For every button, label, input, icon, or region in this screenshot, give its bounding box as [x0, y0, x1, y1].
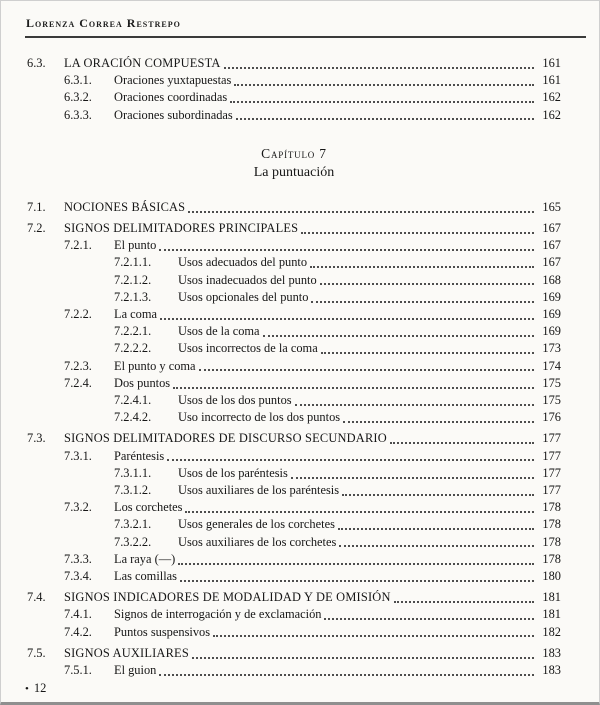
toc-entry-number: 6.3.2. [64, 90, 92, 105]
toc-row [27, 448, 561, 465]
toc-row [27, 107, 561, 124]
toc-entry-label: La raya (—) [114, 551, 176, 566]
toc-dotted-leader [164, 448, 537, 465]
toc-entry-page: 167 [542, 238, 561, 253]
toc-row [27, 516, 561, 533]
chapter-heading [27, 146, 561, 181]
toc-entry-page: 181 [542, 590, 561, 605]
toc-entry-label: Oraciones coordinadas [114, 90, 228, 105]
toc-dotted-leader [196, 358, 537, 375]
toc-row [27, 482, 561, 499]
toc-entry-page: 169 [542, 289, 561, 304]
toc-entry-number: 7.2. [27, 221, 46, 236]
toc-entry-number: 7.2.2. [64, 307, 92, 322]
toc-entry-label: SIGNOS AUXILIARES [64, 645, 189, 660]
toc-entry-label: Usos incorrectos de la coma [178, 341, 318, 356]
toc-entry-page: 177 [542, 448, 561, 463]
toc-dotted-leader [233, 107, 537, 124]
toc-entry-page: 177 [542, 483, 561, 498]
toc-entry-number: 7.4. [27, 590, 46, 605]
toc-row [27, 465, 561, 482]
toc-dotted-leader [340, 409, 537, 426]
toc-entry-page: 183 [542, 663, 561, 678]
toc-row [27, 662, 561, 679]
toc-entry-number: 7.4.1. [64, 607, 92, 622]
toc-row [27, 72, 561, 89]
toc-entry-number: 6.3. [27, 56, 46, 70]
toc-entry-number: 7.2.1.3. [114, 289, 152, 304]
toc-entry-label: El punto [114, 238, 157, 253]
toc-entry-page: 169 [542, 307, 561, 322]
toc-entry-label: Usos auxiliares de los corchetes [178, 534, 337, 549]
toc-entry-label: LA ORACIÓN COMPUESTA [64, 56, 221, 70]
toc-entry-page: 162 [542, 90, 561, 105]
toc-row [27, 306, 561, 323]
chapter-title: La puntuación [253, 164, 335, 180]
toc-dotted-leader [177, 568, 537, 585]
toc-entry-label: SIGNOS INDICADORES DE MODALIDAD Y DE OMISIÓN [64, 590, 391, 605]
toc-entry-page: 167 [542, 255, 561, 270]
toc-entry-number: 7.2.2.1. [114, 324, 152, 339]
toc-entry-page: 175 [542, 393, 561, 408]
toc-row [27, 551, 561, 568]
toc-entry-label: Usos de los paréntesis [178, 465, 288, 480]
toc-entry-number: 6.3.3. [64, 107, 92, 122]
toc-entry-page: 178 [542, 500, 561, 515]
toc-entry-label: Usos adecuados del punto [178, 255, 308, 270]
toc-entry-number: 7.2.2.2. [114, 341, 152, 356]
toc-entry-label: Usos opcionales del punto [178, 289, 309, 304]
toc-entry-number: 7.2.4.1. [114, 393, 152, 408]
toc-entry-page: 177 [542, 431, 561, 446]
toc-row [27, 589, 561, 606]
toc-entry-label: SIGNOS DELIMITADORES DE DISCURSO SECUNDARIO [64, 431, 387, 446]
toc-entry-page: 167 [542, 221, 561, 236]
toc-entry-number: 7.2.1.2. [114, 272, 152, 287]
toc-entry-label: SIGNOS DELIMITADORES PRINCIPALES [64, 221, 299, 236]
toc-entry-number: 7.1. [27, 199, 46, 214]
toc-row [27, 340, 561, 357]
toc-dotted-leader [157, 306, 537, 323]
toc-entry-number: 7.2.4. [64, 375, 92, 390]
toc-entry-page: 182 [542, 624, 561, 639]
toc-entry-label: La coma [114, 307, 157, 322]
toc-entry-number: 7.3.2.2. [114, 534, 152, 549]
toc-entry-label: Oraciones yuxtapuestas [114, 73, 232, 88]
toc-dotted-leader [308, 289, 537, 306]
toc-entry-label: Signos de interrogación y de exclamación [114, 607, 322, 622]
toc-entry-page: 168 [542, 272, 561, 287]
toc-entry-number: 7.3.3. [64, 551, 92, 566]
toc-dotted-leader [321, 606, 537, 623]
toc-entry-number: 7.2.1.1. [114, 255, 152, 270]
toc-entry-page: 175 [542, 375, 561, 390]
toc-entry-number: 7.3.2.1. [114, 517, 152, 532]
toc-entry-number: 7.4.2. [64, 624, 92, 639]
toc-dotted-leader [336, 534, 537, 551]
toc-row [27, 358, 561, 375]
toc-row [27, 409, 561, 426]
toc-row [27, 606, 561, 623]
table-of-contents [27, 55, 561, 679]
toc-dotted-leader [182, 499, 537, 516]
toc-dotted-leader [335, 516, 537, 533]
footer-bullet: • [25, 683, 29, 695]
toc-entry-number: 7.3.1. [64, 448, 92, 463]
toc-row [27, 289, 561, 306]
toc-entry-number: 7.2.3. [64, 358, 92, 373]
toc-entry-label: Los corchetes [114, 500, 183, 515]
toc-entry-page: 174 [542, 358, 561, 373]
chapter-kicker: Capítulo 7 [261, 145, 327, 161]
toc-row [27, 499, 561, 516]
toc-entry-page: 178 [542, 551, 561, 566]
toc-dotted-leader [156, 662, 537, 679]
page-footer [25, 681, 46, 696]
toc-dotted-leader [387, 430, 537, 447]
running-header: Lorenza Correa Restrepo [26, 16, 181, 30]
toc-row [27, 375, 561, 392]
toc-entry-label: Oraciones subordinadas [114, 107, 233, 122]
toc-dotted-leader [175, 551, 537, 568]
toc-entry-label: Usos de los dos puntos [178, 393, 292, 408]
toc-dotted-leader [185, 199, 537, 216]
toc-dotted-leader [260, 323, 537, 340]
toc-entry-label: Usos auxiliares de los paréntesis [178, 483, 340, 498]
toc-entry-label: NOCIONES BÁSICAS [64, 199, 186, 214]
toc-entry-label: Dos puntos [114, 375, 171, 390]
toc-entry-page: 178 [542, 534, 561, 549]
toc-entry-number: 7.3.2. [64, 500, 92, 515]
toc-entry-label: Usos generales de los corchetes [178, 517, 335, 532]
toc-dotted-leader [298, 220, 537, 237]
toc-dotted-leader [288, 465, 537, 482]
toc-dotted-leader [317, 272, 537, 289]
toc-entry-page: 180 [542, 569, 561, 584]
footer-page-number: 12 [33, 681, 47, 695]
toc-entry-number: 7.3. [27, 431, 46, 446]
toc-section-chapter6 [27, 55, 561, 124]
toc-entry-page: 173 [542, 341, 561, 356]
toc-entry-label: Puntos suspensivos [114, 624, 211, 639]
toc-section-chapter7 [27, 199, 561, 679]
toc-row [27, 272, 561, 289]
toc-dotted-leader [231, 72, 537, 89]
toc-row [27, 392, 561, 409]
toc-dotted-leader [156, 237, 537, 254]
toc-row [27, 568, 561, 585]
toc-entry-page: 178 [542, 517, 561, 532]
toc-row [27, 430, 561, 447]
toc-row [27, 220, 561, 237]
toc-row [27, 237, 561, 254]
toc-dotted-leader [292, 392, 537, 409]
toc-entry-number: 7.2.1. [64, 238, 92, 253]
toc-row [27, 323, 561, 340]
toc-dotted-leader [318, 340, 537, 357]
toc-dotted-leader [307, 254, 537, 271]
toc-entry-label: El punto y coma [114, 358, 196, 373]
toc-row [27, 534, 561, 551]
toc-entry-label: El guion [114, 663, 157, 678]
toc-dotted-leader [221, 55, 537, 72]
toc-dotted-leader [170, 375, 537, 392]
toc-dotted-leader [189, 645, 537, 662]
toc-entry-label: Uso incorrecto de los dos puntos [178, 410, 341, 425]
toc-entry-page: 181 [542, 607, 561, 622]
toc-dotted-leader [210, 624, 537, 641]
toc-dotted-leader [339, 482, 537, 499]
toc-entry-page: 161 [542, 56, 561, 70]
toc-entry-page: 183 [542, 645, 561, 660]
toc-entry-number: 6.3.1. [64, 73, 92, 88]
toc-entry-number: 7.3.4. [64, 569, 92, 584]
toc-entry-page: 162 [542, 107, 561, 122]
toc-row [27, 89, 561, 106]
toc-entry-page: 176 [542, 410, 561, 425]
toc-entry-number: 7.5. [27, 645, 46, 660]
toc-row [27, 624, 561, 641]
toc-entry-page: 177 [542, 465, 561, 480]
toc-entry-label: Usos inadecuados del punto [178, 272, 317, 287]
toc-dotted-leader [227, 89, 537, 106]
header-rule [25, 36, 586, 38]
toc-row [27, 55, 561, 72]
toc-entry-label: Las comillas [114, 569, 177, 584]
toc-entry-number: 7.2.4.2. [114, 410, 152, 425]
toc-entry-label: Usos de la coma [178, 324, 260, 339]
toc-entry-number: 7.3.1.1. [114, 465, 152, 480]
toc-row [27, 645, 561, 662]
toc-row [27, 254, 561, 271]
toc-row [27, 199, 561, 216]
toc-entry-number: 7.5.1. [64, 663, 92, 678]
toc-dotted-leader [391, 589, 537, 606]
toc-entry-page: 161 [542, 73, 561, 88]
toc-entry-number: 7.3.1.2. [114, 483, 152, 498]
toc-entry-label: Paréntesis [114, 448, 165, 463]
toc-entry-page: 169 [542, 324, 561, 339]
toc-entry-page: 165 [542, 199, 561, 214]
